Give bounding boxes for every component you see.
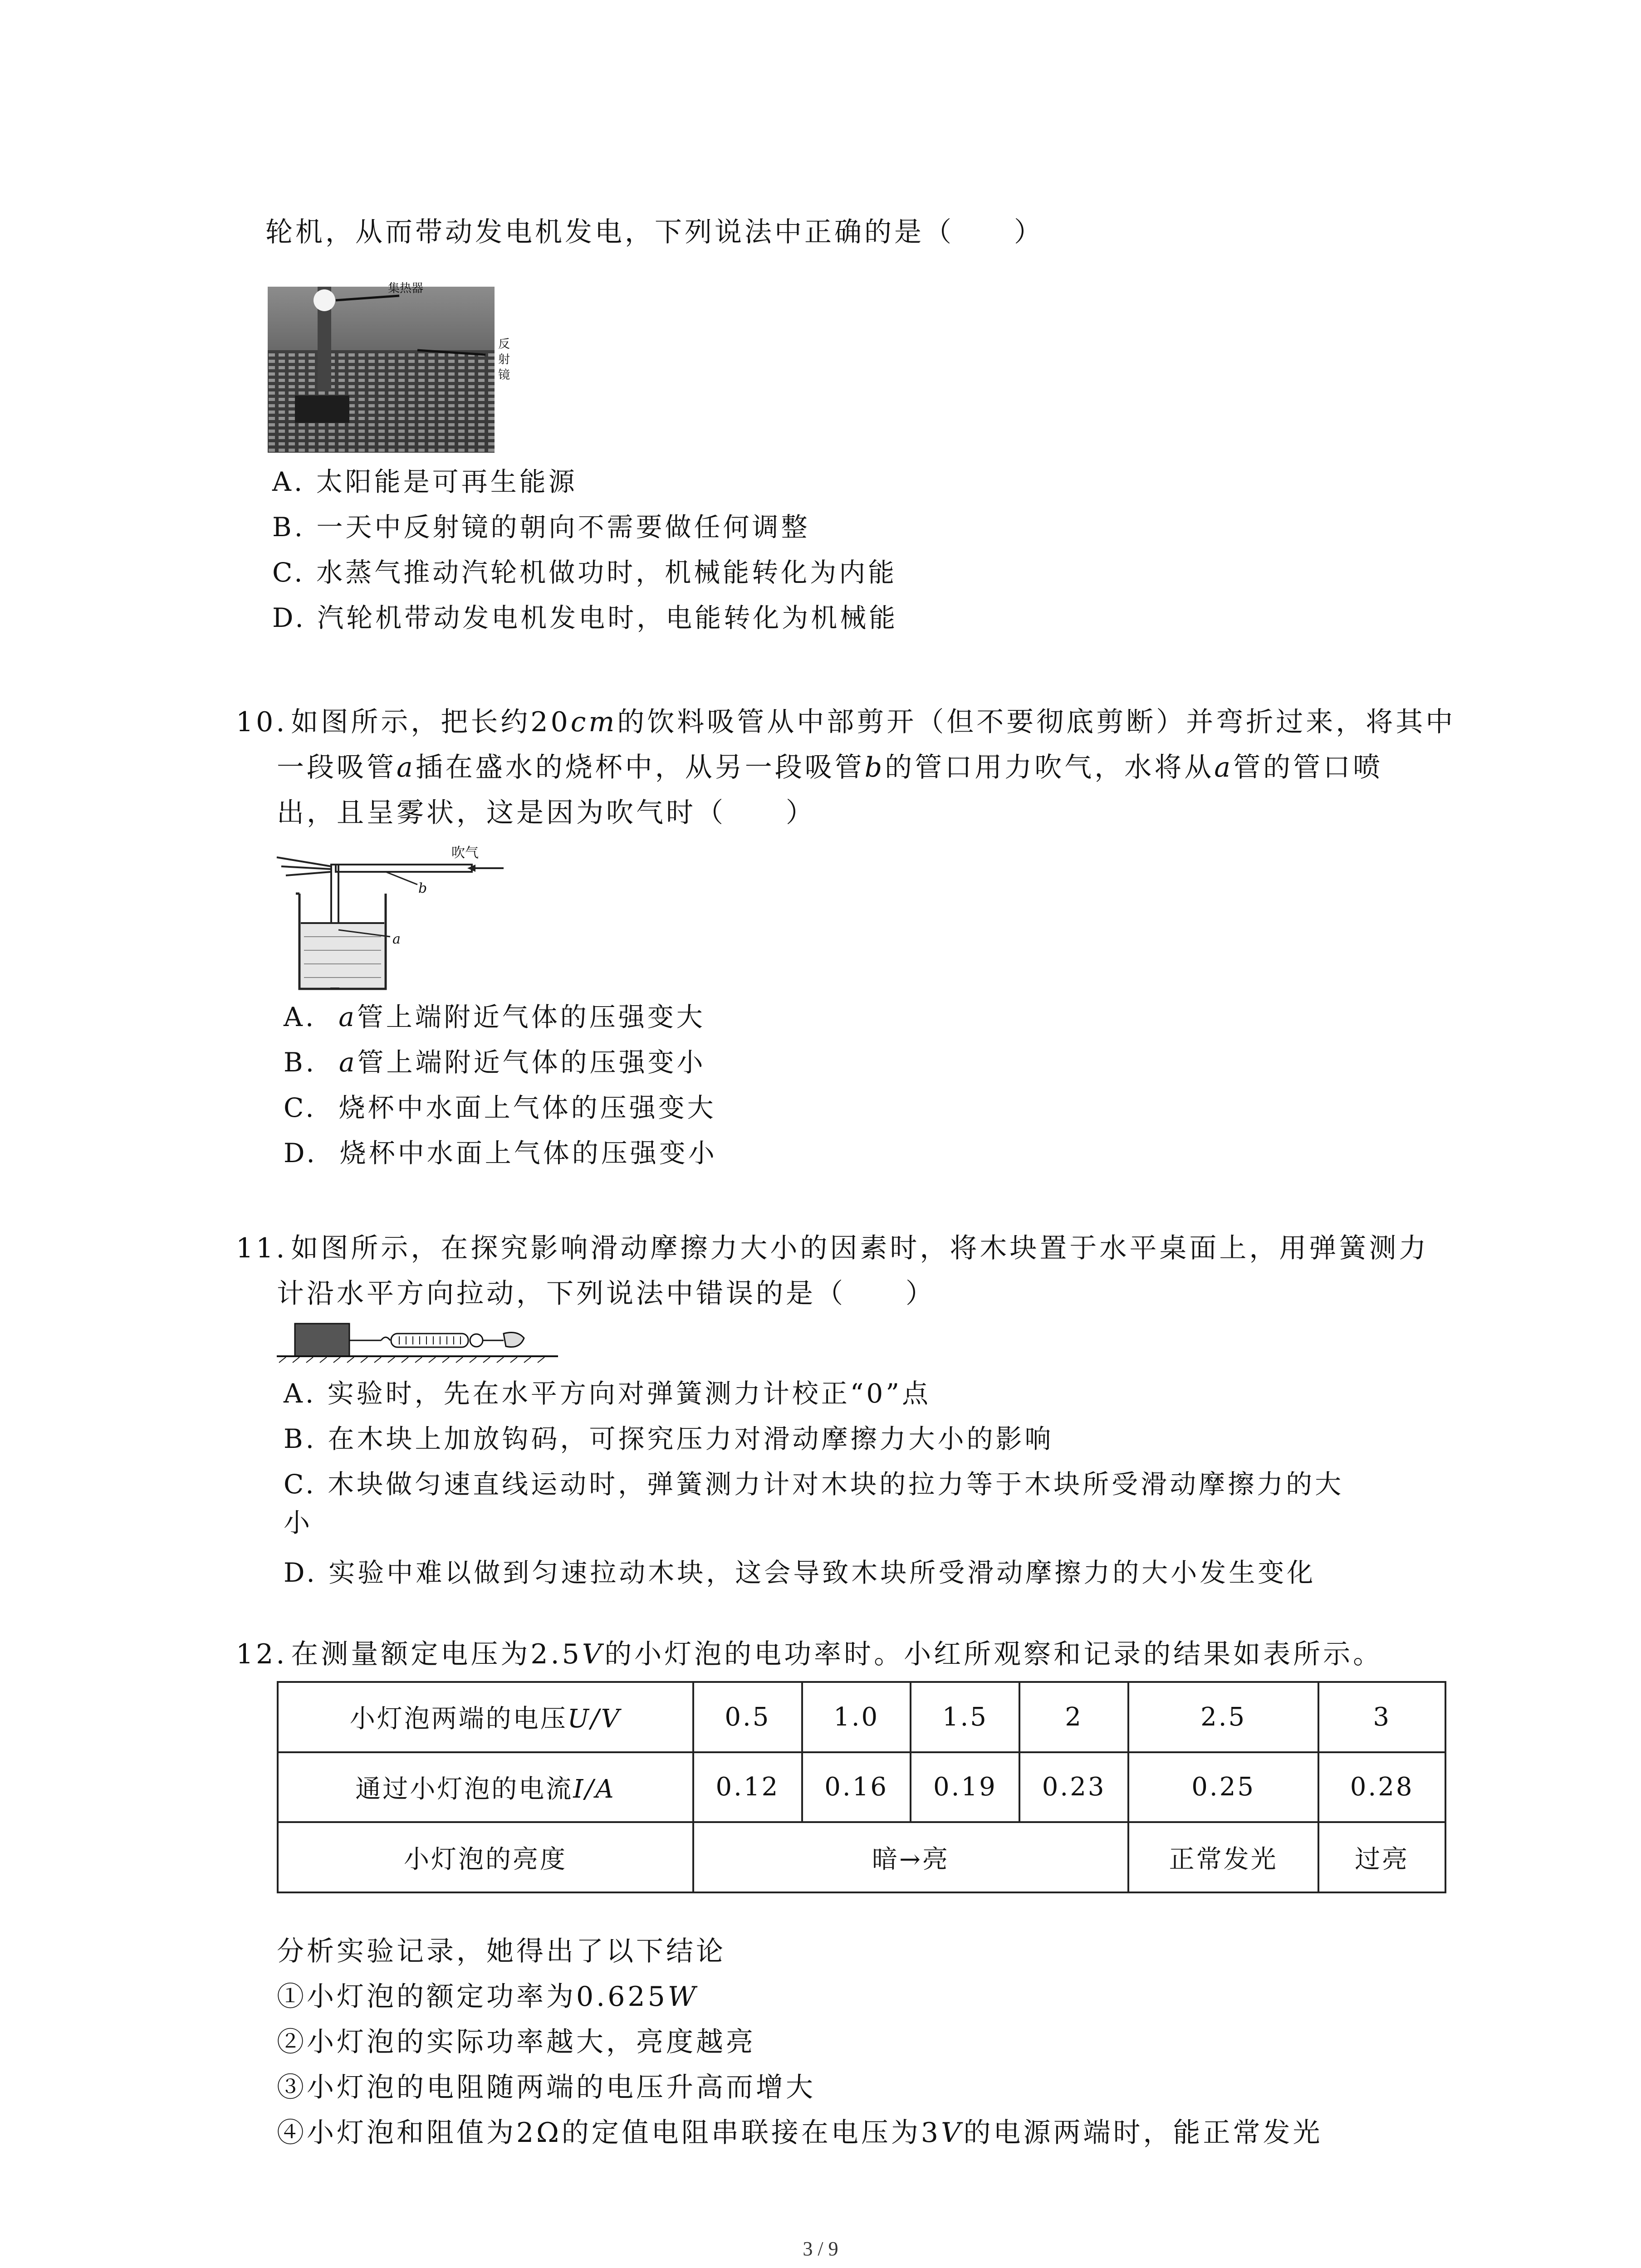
q11-option-d: D. 实验中难以做到匀速拉动木块，这会导致木块所受滑动摩擦力的大小发生变化 <box>284 1557 1316 1588</box>
q11-option-c-cont: 小 <box>284 1507 313 1538</box>
measurement-table <box>277 1681 1446 1893</box>
voltage-header: 小灯泡两端的电压U/V <box>278 1682 693 1752</box>
table-cell: 0.25 <box>1128 1752 1318 1823</box>
blow-label: 吹气 <box>451 845 479 861</box>
straw-beaker-diagram <box>272 839 508 998</box>
q10-option-a: A. a管上端附近气体的压强变大 <box>284 1002 705 1032</box>
q12-conclusion-2: ②小灯泡的实际功率越大，亮度越亮 <box>277 2026 756 2058</box>
q9-option-b: B. 一天中反射镜的朝向不需要做任何调整 <box>272 512 810 543</box>
table-cell: 0.28 <box>1318 1752 1445 1823</box>
q9-stem: 轮机，从而带动发电机发电，下列说法中正确的是（ ） <box>265 216 1044 248</box>
page-number: 3 / 9 <box>803 2238 838 2260</box>
table-row <box>278 1822 1445 1892</box>
table-cell: 2.5 <box>1128 1682 1318 1752</box>
table-cell: 正常发光 <box>1128 1822 1318 1892</box>
q11-option-b: B. 在木块上加放钩码，可探究压力对滑动摩擦力大小的影响 <box>284 1423 1054 1454</box>
table-row <box>278 1682 1445 1752</box>
label-b: b <box>418 880 427 896</box>
q11-line-1: 11. 如图所示，在探究影响滑动摩擦力大小的因素时，将木块置于水平桌面上，用弹簧测力 <box>236 1232 1429 1264</box>
solar-tower-photo <box>268 282 513 453</box>
q12-analysis: 分析实验记录，她得出了以下结论 <box>277 1936 726 1967</box>
q11-option-c: C. 木块做匀速直线运动时，弹簧测力计对木块的拉力等于木块所受滑动摩擦力的大 <box>284 1469 1344 1500</box>
q12-stem: 12. 在测量额定电压为2.5V的小灯泡的电功率时。小红所观察和记录的结果如表所示。 <box>236 1638 1383 1670</box>
collector-label: 集热器 <box>388 282 424 295</box>
current-header: 通过小灯泡的电流I/A <box>278 1752 693 1823</box>
friction-diagram <box>277 1315 558 1365</box>
q11-line-2: 计沿水平方向拉动，下列说法中错误的是（ ） <box>277 1278 936 1310</box>
q10-line-2: 一段吸管a插在盛水的烧杯中，从另一段吸管b的管口用力吹气，水将从a管的管口喷 <box>277 752 1383 783</box>
table-cell: 过亮 <box>1318 1822 1445 1892</box>
q10-option-b: B. a管上端附近气体的压强变小 <box>284 1047 706 1078</box>
q10-line-3: 出，且呈雾状，这是因为吹气时（ ） <box>277 797 816 829</box>
q9-option-d: D. 汽轮机带动发电机发电时，电能转化为机械能 <box>272 602 898 633</box>
q12-conclusion-3: ③小灯泡的电阻随两端的电压升高而增大 <box>277 2072 816 2103</box>
table-cell: 1.0 <box>802 1682 911 1752</box>
table-cell: 0.16 <box>802 1752 911 1823</box>
table-cell: 0.12 <box>693 1752 802 1823</box>
q11-number: 11. <box>236 1232 288 1264</box>
table-cell: 暗→亮 <box>693 1822 1128 1892</box>
brightness-header: 小灯泡的亮度 <box>278 1822 693 1892</box>
label-a: a <box>392 931 401 947</box>
q10-number: 10. <box>236 706 288 738</box>
table-cell: 1.5 <box>911 1682 1019 1752</box>
table-cell: 0.19 <box>911 1752 1019 1823</box>
table-row <box>278 1752 1445 1823</box>
mirror-label: 反射镜 <box>498 337 510 382</box>
table-cell: 3 <box>1318 1682 1445 1752</box>
table-cell: 0.5 <box>693 1682 802 1752</box>
table-cell: 0.23 <box>1019 1752 1128 1823</box>
q9-option-a: A. 太阳能是可再生能源 <box>272 466 578 497</box>
q10-line-1: 10. 如图所示，把长约20cm的饮料吸管从中部剪开（但不要彻底剪断）并弯折过来，将其中 <box>236 706 1456 738</box>
table-cell: 2 <box>1019 1682 1128 1752</box>
q12-conclusion-1: ①小灯泡的额定功率为0.625W <box>277 1981 699 2013</box>
q10-option-d: D. 烧杯中水面上气体的压强变小 <box>284 1138 717 1168</box>
q12-number: 12. <box>236 1638 288 1670</box>
q12-conclusion-4: ④小灯泡和阻值为2Ω的定值电阻串联接在电压为3V的电源两端时，能正常发光 <box>277 2117 1323 2149</box>
q11-option-a: A. 实验时，先在水平方向对弹簧测力计校正“0”点 <box>284 1378 931 1409</box>
q10-option-c: C. 烧杯中水面上气体的压强变大 <box>284 1092 716 1123</box>
q9-option-c: C. 水蒸气推动汽轮机做功时，机械能转化为内能 <box>272 557 897 588</box>
